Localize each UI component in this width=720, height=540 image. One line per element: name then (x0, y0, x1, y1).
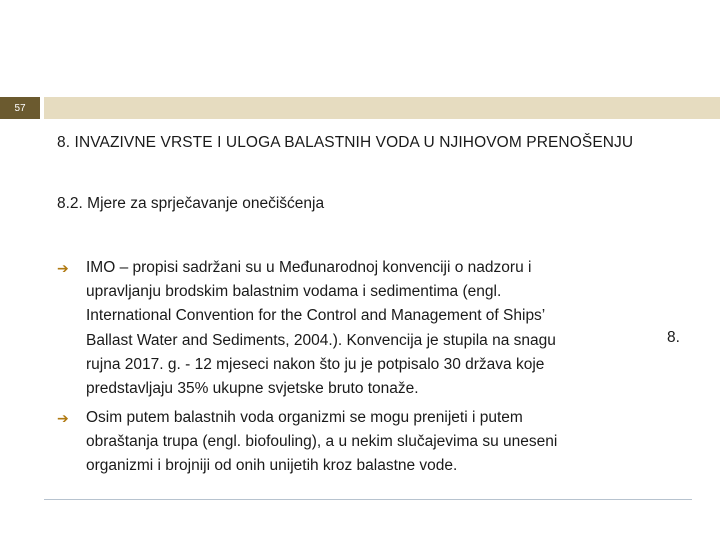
bullet-item (57, 406, 657, 479)
bullet-item (57, 256, 657, 401)
bullet-text: IMO – propisi sadržani su u Međunarodnoj konvenciji o nadzoru i upravljanju brodskim balastnim vodama i sedimentima (engl. International Convention for the Control and Management of Ships’ Ballast Water and Sediments, 2004.). Konvencija je stupila na snagu rujna 2017. g. - 12 mjeseci nakon što ju je potpisalo 30 država koje predstavljaju 35% ukupne svjetske bruto tonaže. (86, 259, 556, 398)
header-band (44, 97, 720, 119)
arrow-right-icon: ➔ (57, 260, 69, 276)
bullet-text: Osim putem balastnih voda organizmi se mogu prenijeti i putem obraštanja trupa (engl. biofouling), a u nekim slučajevima su uneseni organizmi i brojniji od onih unijetih kroz balastne vode. (86, 409, 558, 475)
side-number: 8. (667, 329, 680, 346)
section-subtitle: 8.2. Mjere za sprječavanje onečišćenja (57, 195, 325, 212)
footer-rule (44, 499, 692, 500)
slide-number: 57 (14, 102, 26, 114)
slide-title: 8. INVAZIVNE VRSTE I ULOGA BALASTNIH VODA U NJIHOVOM PRENOŠENJU (57, 134, 634, 151)
arrow-right-icon: ➔ (57, 410, 69, 426)
slide-number-badge (0, 97, 40, 119)
